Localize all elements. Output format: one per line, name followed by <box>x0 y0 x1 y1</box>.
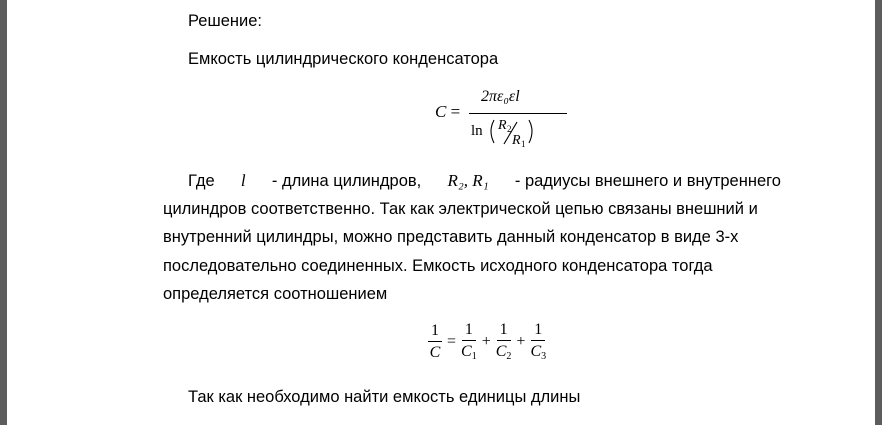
document-page <box>7 0 875 425</box>
paragraph-line-2: цилиндров соответственно. Так как электрической цепью связаны внешний и <box>163 199 758 218</box>
explanation-paragraph <box>163 171 781 314</box>
intro-sentence: Емкость цилиндрического конденсатора <box>188 50 499 68</box>
plus-sign: + <box>516 333 526 350</box>
inverse-c2-fraction: $\frac{1}{C2}$ <box>495 320 512 362</box>
r2-subscript: 2 <box>507 124 512 134</box>
final-sentence: Так как необходимо найти емкость единицы длины <box>188 388 581 406</box>
right-paren <box>529 120 532 143</box>
plus-sign: + <box>481 333 491 350</box>
r2-symbol: R <box>498 118 507 133</box>
inverse-c1-fraction: $\frac{1}{C1}$ <box>461 320 477 362</box>
paragraph-line-3: внутренний цилиндры, можно представить данный конденсатор в виде 3-х <box>163 228 739 246</box>
radii-description: - радиусы внешнего и внутреннего <box>514 172 781 190</box>
formula-lhs: C = <box>435 102 461 121</box>
formula-numerator: 2πε₀εl <box>481 88 520 105</box>
series-capacitance-formula <box>425 317 549 367</box>
paragraph-line-1 <box>163 171 781 200</box>
inverse-c3-fraction: $\frac{1}{C3}$ <box>530 320 547 362</box>
length-description: - длина цилиндров, <box>271 172 422 190</box>
right-margin-bar <box>875 0 882 425</box>
inverse-c-fraction: $\frac{1}{C}$ <box>429 321 441 361</box>
length-symbol: l <box>240 171 246 190</box>
capacitance-formula <box>435 88 545 150</box>
r1-subscript: 1 <box>521 139 526 148</box>
equals-sign: = <box>447 333 457 350</box>
left-paren <box>491 120 494 143</box>
r1-symbol: R <box>512 133 521 148</box>
where-word: Где <box>188 172 215 190</box>
formula-denominator <box>471 114 567 148</box>
ln-label: ln <box>471 123 483 139</box>
solution-heading: Решение: <box>188 12 262 30</box>
left-margin-bar <box>0 0 7 425</box>
paragraph-line-4: последовательно соединенных. Емкость исходного конденсатора тогда <box>163 256 713 275</box>
paragraph-line-5: определяется соотношением <box>163 285 388 303</box>
radii-symbols: R₂, R₁ <box>447 171 489 190</box>
